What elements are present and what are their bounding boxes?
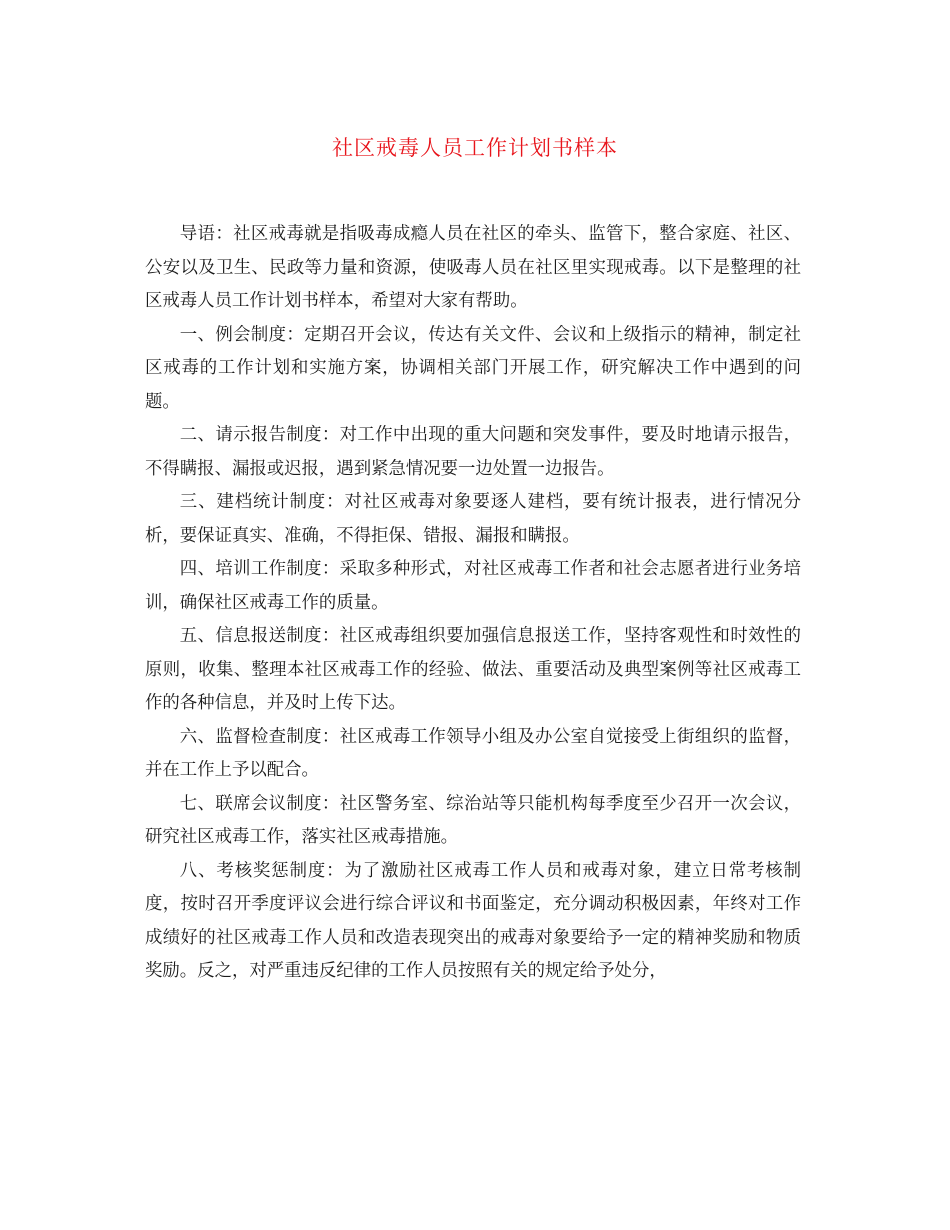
intro-paragraph: 导语：社区戒毒就是指吸毒成瘾人员在社区的牵头、监管下，整合家庭、社区、公安以及卫生、民政等力量和资源，使吸毒人员在社区里实现戒毒。以下是整理的社区戒毒人员工作计划书样本，希望对大家有帮助。 xyxy=(145,224,801,311)
paragraph-supervision-system: 六、监督检查制度：社区戒毒工作领导小组及办公室自觉接受上街组织的监督，并在工作上予以配合。 xyxy=(145,726,801,780)
paragraph-records-system: 三、建档统计制度：对社区戒毒对象要逐人建档，要有统计报表，进行情况分析，要保证真实、准确，不得拒保、错报、漏报和瞒报。 xyxy=(145,492,801,546)
paragraph-assessment-system: 八、考核奖惩制度：为了激励社区戒毒工作人员和戒毒对象，建立日常考核制度，按时召开季度评议会进行综合评议和书面鉴定，充分调动积极因素，年终对工作成绩好的社区戒毒工作人员和改造表现突出的戒毒对象要给予一定的精神奖励和物质奖励。反之，对严重违反纪律的工作人员按照有关的规定给予处分， xyxy=(145,860,801,981)
paragraph-joint-meeting-system: 七、联席会议制度：社区警务室、综治站等只能机构每季度至少召开一次会议，研究社区戒毒工作，落实社区戒毒措施。 xyxy=(145,793,801,847)
document-title: 社区戒毒人员工作计划书样本 xyxy=(332,136,618,160)
paragraph-training-system: 四、培训工作制度：采取多种形式，对社区戒毒工作者和社会志愿者进行业务培训，确保社区戒毒工作的质量。 xyxy=(145,559,801,613)
paragraph-information-system: 五、信息报送制度：社区戒毒组织要加强信息报送工作，坚持客观性和时效性的原则，收集、整理本社区戒毒工作的经验、做法、重要活动及典型案例等社区戒毒工作的各种信息，并及时上传下达。 xyxy=(145,626,801,713)
paragraph-meeting-system: 一、例会制度：定期召开会议，传达有关文件、会议和上级指示的精神，制定社区戒毒的工作计划和实施方案，协调相关部门开展工作，研究解决工作中遇到的问题。 xyxy=(145,324,801,412)
document-body xyxy=(145,218,801,989)
paragraph-reporting-system: 二、请示报告制度：对工作中出现的重大问题和突发事件，要及时地请示报告，不得瞒报、漏报或迟报，遇到紧急情况要一边处置一边报告。 xyxy=(145,425,801,479)
